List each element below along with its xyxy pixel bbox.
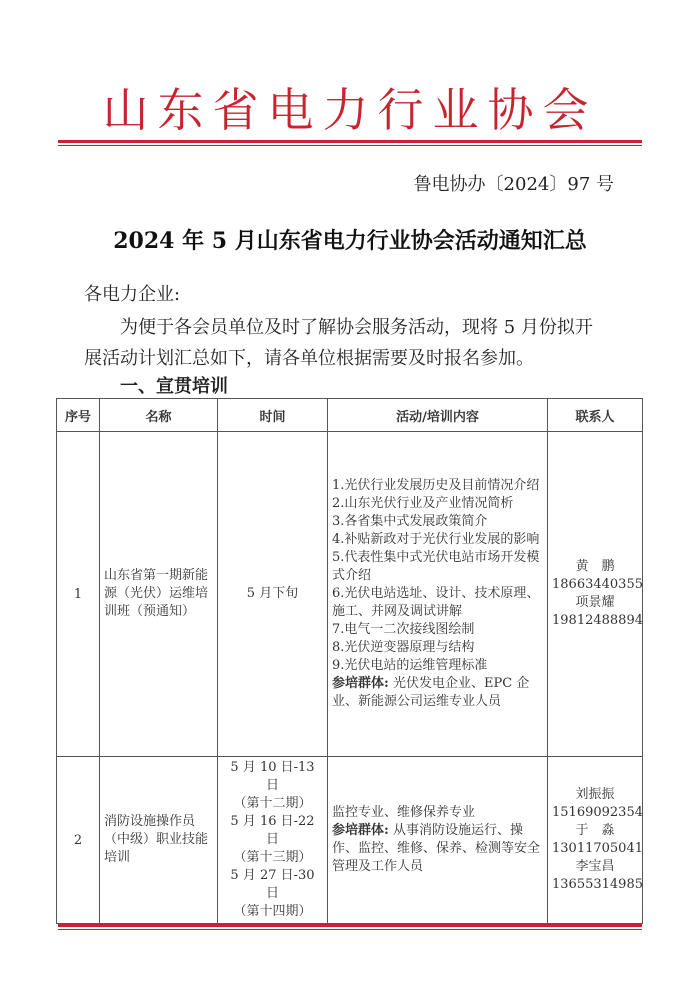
row-contacts bbox=[548, 432, 643, 757]
org-letterhead-title: 山东省电力行业协会 bbox=[102, 83, 598, 137]
audience-text: 从事消防设施运行、操作、监控、维修、保养、检测等安全管理及工作人员 bbox=[332, 823, 541, 874]
document-number: 鲁电协办〔2024〕97 号 bbox=[413, 174, 614, 195]
content-line: 4.补贴新政对于光伏行业发展的影响 bbox=[332, 532, 540, 547]
header-name: 名称 bbox=[100, 399, 218, 432]
table-row bbox=[57, 432, 643, 757]
row-number: 2 bbox=[57, 757, 100, 924]
row-number: 1 bbox=[57, 432, 100, 757]
audience-line bbox=[332, 675, 543, 711]
row-name: 消防设施操作员（中级）职业技能培训 bbox=[100, 757, 218, 924]
row-content bbox=[328, 432, 548, 757]
letterhead-rule-top bbox=[58, 140, 642, 143]
content-line: 5.代表性集中式光伏电站市场开发模式介绍 bbox=[332, 550, 540, 583]
contact-line: 李宝昌 bbox=[575, 859, 615, 874]
contact-line: 刘振振 bbox=[575, 787, 615, 802]
time-line: （第十四期） bbox=[233, 904, 312, 919]
contact-line: 13011705041 bbox=[552, 841, 643, 856]
header-contact: 联系人 bbox=[548, 399, 643, 432]
time-line: （第十二期） bbox=[233, 796, 312, 811]
row-time bbox=[218, 432, 328, 757]
contact-line: 15169092354 bbox=[552, 805, 643, 820]
activity-table bbox=[56, 398, 643, 924]
contact-line: 13655314985 bbox=[552, 877, 643, 892]
content-line: 8.光伏逆变器原理与结构 bbox=[332, 640, 475, 655]
time-line: 5 月下旬 bbox=[246, 586, 299, 601]
contact-line: 18663440355 bbox=[552, 577, 643, 592]
audience-label: 参培群体: bbox=[332, 823, 389, 838]
salutation: 各电力企业: bbox=[84, 284, 181, 305]
table-header-row bbox=[57, 399, 643, 432]
contact-line: 项景耀 bbox=[575, 595, 615, 610]
intro-line-2: 展活动计划汇总如下，请各单位根据需要及时报名参加。 bbox=[84, 348, 534, 369]
content-line: 1.光伏行业发展历史及目前情况介绍 bbox=[332, 478, 540, 493]
row-contacts bbox=[548, 757, 643, 924]
time-line: 5 月 16 日-22 日 bbox=[230, 814, 315, 847]
table-row bbox=[57, 757, 643, 924]
audience-line bbox=[332, 822, 543, 876]
audience-label: 参培群体: bbox=[332, 676, 389, 691]
content-line: 9.光伏电站的运维管理标准 bbox=[332, 658, 488, 673]
content-line: 3.各省集中式发展政策简介 bbox=[332, 514, 488, 529]
header-content: 活动/培训内容 bbox=[328, 399, 548, 432]
intro-paragraph bbox=[84, 312, 624, 374]
row-name: 山东省第一期新能源（光伏）运维培训班（预通知） bbox=[100, 432, 218, 757]
intro-line-1: 为便于各会员单位及时了解协会服务活动，现将 5 月份拟开 bbox=[120, 317, 593, 338]
content-line: 7.电气一二次接线图绘制 bbox=[332, 622, 475, 637]
time-line: 5 月 27 日-30 日 bbox=[230, 868, 315, 901]
content-line: 监控专业、维修保养专业 bbox=[332, 805, 476, 820]
time-line: 5 月 10 日-13 日 bbox=[230, 760, 315, 793]
row-content bbox=[328, 757, 548, 924]
content-line: 6.光伏电站选址、设计、技术原理、施工、并网及调试讲解 bbox=[332, 586, 540, 619]
content-line: 2.山东光伏行业及产业情况简析 bbox=[332, 496, 514, 511]
header-number: 序号 bbox=[57, 399, 100, 432]
contact-line: 19812488894 bbox=[552, 613, 643, 628]
section-heading: 一、宣贯培训 bbox=[120, 376, 228, 397]
row-time bbox=[218, 757, 328, 924]
footer-rule-thin bbox=[58, 929, 642, 930]
audience-text: 光伏发电企业、EPC 企业、新能源公司运维专业人员 bbox=[332, 676, 530, 709]
document-title: 2024 年 5 月山东省电力行业协会活动通知汇总 bbox=[113, 228, 587, 254]
header-time: 时间 bbox=[218, 399, 328, 432]
time-line: （第十三期） bbox=[233, 850, 312, 865]
footer-rule-thick bbox=[58, 924, 642, 927]
contact-line: 于 淼 bbox=[575, 823, 615, 838]
contact-line: 黄 鹏 bbox=[575, 559, 615, 574]
letterhead-rule-top-thin bbox=[58, 145, 642, 146]
